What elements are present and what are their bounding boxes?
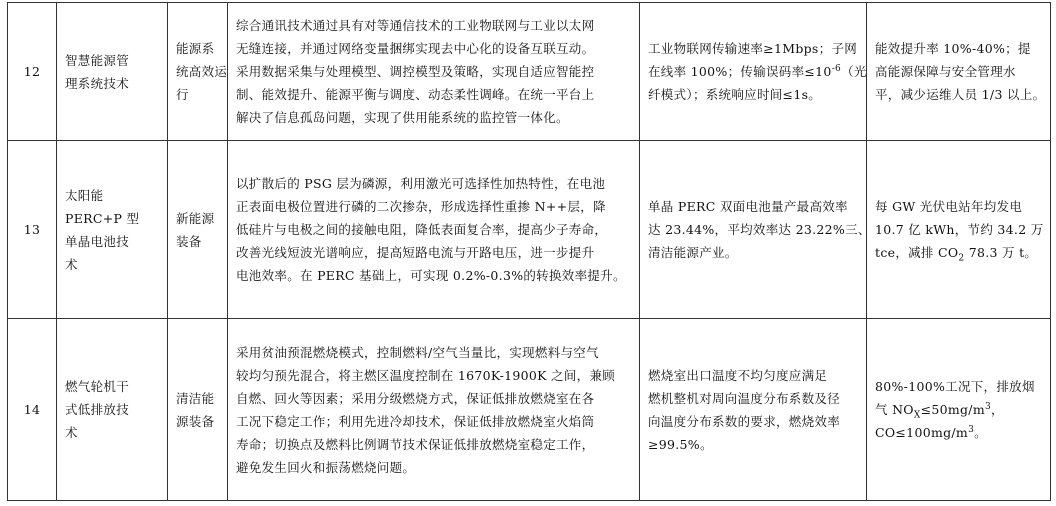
- table-row: [8, 141, 1051, 319]
- table-row: [8, 319, 1051, 501]
- key-parameters: 燃烧室出口温度不均匀度应满足 燃机整机对周向温度分布系数及径 向温度分布系数的要求，燃烧效率 ≥99.5%。: [640, 319, 867, 501]
- technology-category: 新能源 装备: [168, 141, 228, 319]
- technology-category: 能源系 统高效运 行: [168, 3, 228, 141]
- row-number: 14: [8, 319, 57, 501]
- key-parameters: 工业物联网传输速率≥1Mbps；子网 在线率 100%；传输误码率$\le 10^{-6}$（光 纤模式）；系统响应时间≤1s。: [640, 3, 867, 141]
- application-effect: 80%-100%工况下，排放烟 气 $NO_X\le 50mg/m^3$， $CO\le 100mg/m^3$。: [867, 319, 1051, 501]
- application-effect: 每 GW 光伏电站年均发电 10.7 亿 kWh，节约 34.2 万 tce，减排 $CO_2$ 78.3 万 t。: [867, 141, 1051, 319]
- technology-name: 智慧能源管 理系统技术: [57, 3, 168, 141]
- technology-table: [7, 2, 1051, 501]
- row-number: 12: [8, 3, 57, 141]
- application-effect: 能效提升率 10%-40%；提 高能源保障与安全管理水 平，减少运维人员 1/3 以上。: [867, 3, 1051, 141]
- technology-name: 太阳能 PERC+P 型 单晶电池技 术: [57, 141, 168, 319]
- table-row: [8, 3, 1051, 141]
- technology-description: 以扩散后的 PSG 层为磷源，利用激光可选择性加热特性，在电池 正表面电极位置进行磷的二次掺杂，形成选择性重掺 N++层，降 低硅片与电极之间的接触电阻，降低表面复合率，提高少子寿命， 改善光线短波光谱响应，提高短路电流与开路电压，进一步提升 电池效率。在 PERC 基础上，可实现 0.2%-0.3%的转换效率提升。: [228, 141, 640, 319]
- technology-description: 采用贫油预混燃烧模式，控制燃料/空气当量比，实现燃料与空气 较均匀预先混合，将主燃区温度控制在 1670K-1900K 之间，兼顾 自燃、回火等因素；采用分级燃烧方式，保证低排放燃烧室在各 工况下稳定工作；利用先进冷却技术，保证低排放燃烧室火焰筒 寿命；切换点及燃料比例调节技术保证低排放燃烧室稳定工作， 避免发生回火和振荡燃烧问题。: [228, 319, 640, 501]
- technology-name: 燃气轮机干 式低排放技 术: [57, 319, 168, 501]
- technology-description: 综合通讯技术通过具有对等通信技术的工业物联网与工业以太网 无缝连接，并通过网络变量捆绑实现去中心化的设备互联互动。 采用数据采集与处理模型、调控模型及策略，实现自适应智能控 制、能效提升、能源平衡与调度、动态柔性调峰。在统一平台上 解决了信息孤岛问题，实现了供用能系统的监控管一体化。: [228, 3, 640, 141]
- key-parameters: 单晶 PERC 双面电池量产最高效率 达 23.44%，平均效率达 23.22%三、 清洁能源产业。: [640, 141, 867, 319]
- technology-category: 清洁能 源装备: [168, 319, 228, 501]
- row-number: 13: [8, 141, 57, 319]
